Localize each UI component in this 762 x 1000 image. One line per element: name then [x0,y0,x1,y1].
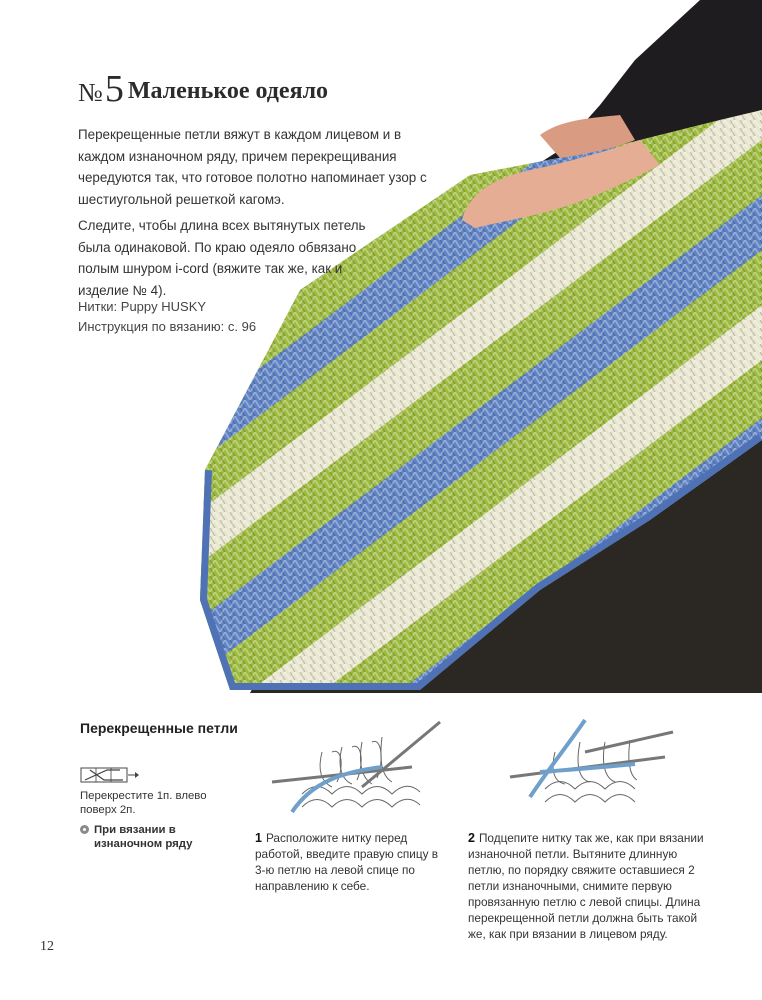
number-sign: № [78,78,103,107]
purl-note [80,823,204,851]
step-2-illustration [505,712,675,817]
intro-paragraph-2: Следите, чтобы длина всех вытянутых петель была одинаковой. По краю одеяло обвязано полым шнуром i-cord (вяжите так же, как и изделие № 4). [78,218,366,298]
step-1-number: 1 [255,831,262,845]
step-1-illustration [262,712,442,822]
step-2-text: Подцепите нитку так же, как при вязании изнаночной петли. Вытяните длинную петлю, по порядку свяжите оставшиеся 2 петли изнаночными, снимите первую провязанную петлю с левой спицы. Длина перекрещенной петли должна быть такой же, как при вязании в лицевом ряду. [468,831,704,941]
technique-title: Перекрещенные петли [80,720,238,736]
step-1-text: Расположите нитку перед работой, введите правую спицу в 3-ю петлю на левой спице по направлению к себе. [255,831,439,893]
crossed-stitch-symbol [80,765,140,785]
step-2 [468,830,708,942]
project-meta [78,297,256,336]
page-number: 12 [40,939,54,954]
symbol-note-text: Перекрестите 1п. влево поверх 2п. [80,790,207,816]
step-2-number: 2 [468,831,475,845]
symbol-note [80,789,215,817]
purl-note-text: При вязании в изнаночном ряду [94,824,193,850]
instructions-ref: Инструкция по вязанию: с. 96 [78,318,257,334]
project-number: 5 [104,68,124,110]
project-title: Маленькое одеяло [127,78,329,104]
step-1 [255,830,445,894]
page-title [78,70,328,108]
circle-marker-icon [80,825,89,834]
intro-text [78,124,450,306]
intro-paragraph-1: Перекрещенные петли вяжут в каждом лицевом и в каждом изнаночном ряду, причем перекрещивания чередуются так, что готовое полотно напоминает узор с шестиугольной решеткой кагомэ. [78,127,427,207]
yarn-info: Нитки: Puppy HUSKY [78,299,207,314]
